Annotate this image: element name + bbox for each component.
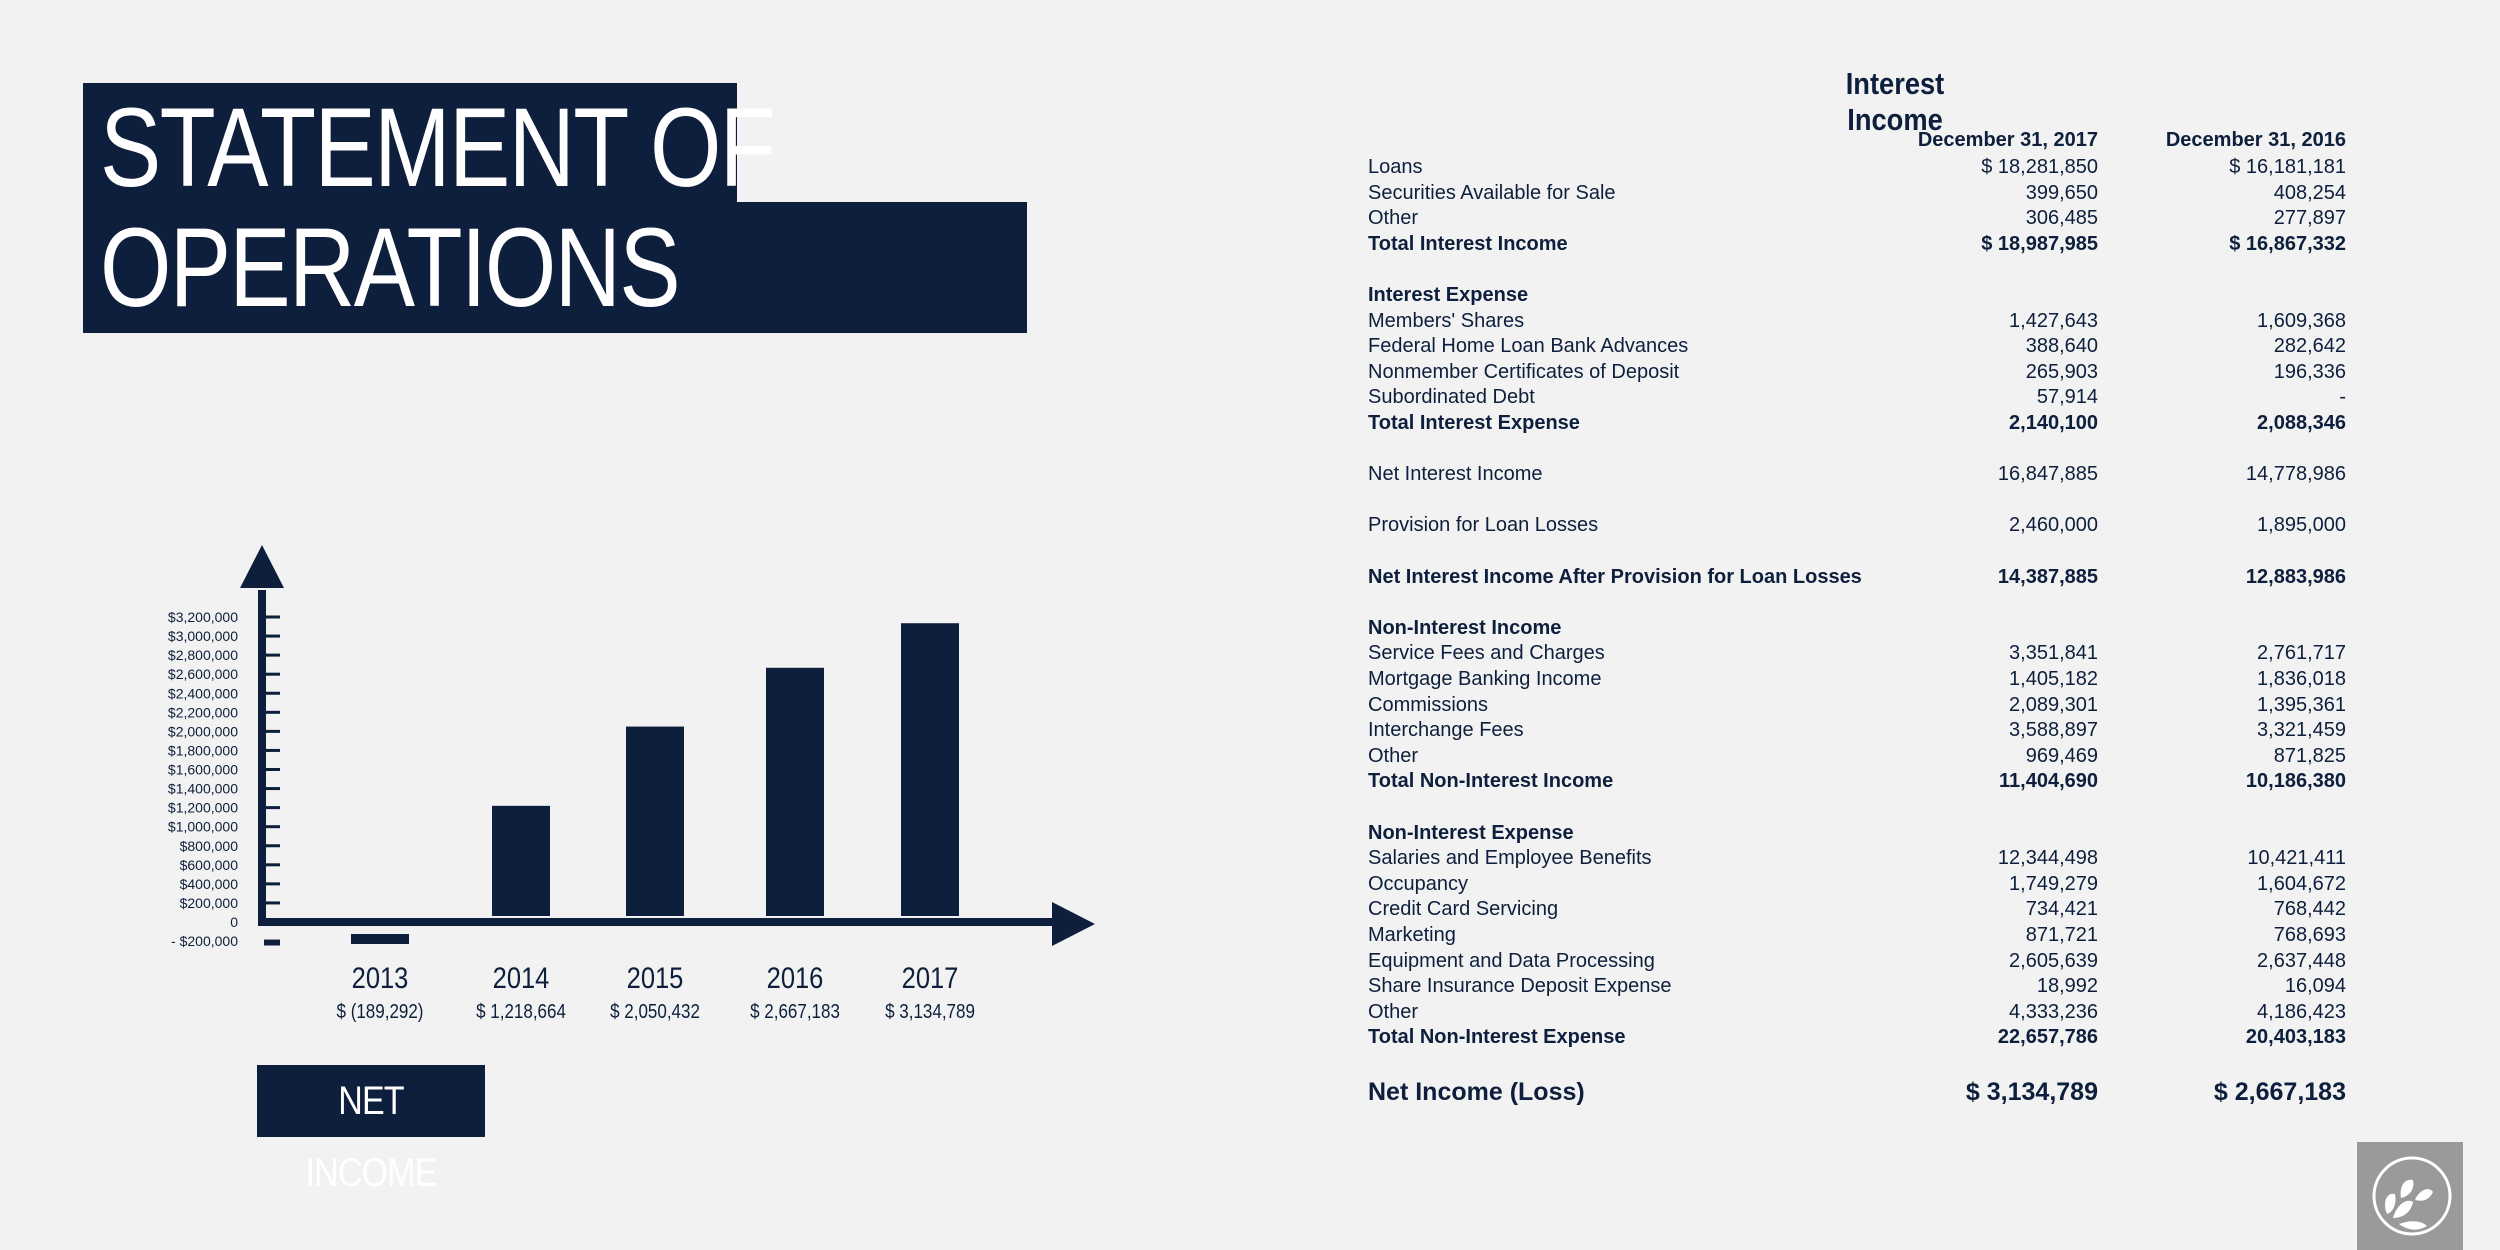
page-title-line-1: STATEMENT OF — [100, 85, 775, 210]
y-tick-label: $3,000,000 — [167, 628, 238, 645]
row-value-2017: 3,588,897 — [2009, 719, 2098, 742]
row-label: Share Insurance Deposit Expense — [1368, 975, 1672, 998]
row-value-2016: 408,254 — [2273, 181, 2346, 204]
y-tick-label: $1,800,000 — [167, 742, 238, 759]
statement-row — [1368, 384, 2368, 410]
row-value-2017: 1,427,643 — [2009, 309, 2098, 332]
statement-row — [1368, 1076, 2368, 1108]
logo — [2357, 1142, 2463, 1250]
row-label: Federal Home Loan Bank Advances — [1368, 335, 1689, 358]
statement-row — [1368, 154, 2368, 180]
row-value-2016: 4,186,423 — [2257, 1000, 2346, 1023]
chart-caption — [257, 1065, 485, 1195]
bar-2017 — [901, 623, 959, 916]
row-label: Other — [1368, 744, 1419, 767]
row-label: Net Interest Income After Provision for Loan Losses — [1368, 565, 1862, 588]
row-label: Total Non-Interest Income — [1368, 770, 1614, 793]
bar-2015 — [626, 727, 684, 916]
row-label: Subordinated Debt — [1368, 386, 1535, 409]
row-value-2017: 4,333,236 — [2009, 1000, 2098, 1023]
statement-row — [1368, 282, 2368, 308]
x-tick-label: 2013 — [351, 962, 409, 995]
row-value-2017: 1,749,279 — [2009, 872, 2098, 895]
row-label: Other — [1368, 207, 1419, 230]
row-value-2016: 768,442 — [2273, 898, 2346, 921]
statement-row — [1368, 692, 2368, 718]
row-label: Commissions — [1368, 693, 1489, 716]
y-tick-label: $400,000 — [179, 875, 238, 892]
x-tick-label: 2014 — [492, 962, 550, 995]
row-value-2016: 2,761,717 — [2257, 642, 2346, 665]
page-title-line-2: OPERATIONS — [100, 205, 679, 330]
row-label: Service Fees and Charges — [1368, 642, 1605, 665]
row-label: Nonmember Certificates of Deposit — [1368, 360, 1680, 383]
row-label: Members' Shares — [1368, 309, 1525, 332]
data-label: $ 2,667,183 — [750, 1001, 840, 1023]
statement-row — [1368, 231, 2368, 257]
row-value-2017: 388,640 — [2025, 335, 2098, 358]
row-label: Total Interest Expense — [1368, 412, 1580, 434]
row-value-2016: 282,642 — [2273, 335, 2346, 358]
row-value-2016: 16,094 — [2284, 975, 2346, 998]
row-value-2016: $ 16,867,332 — [2229, 232, 2346, 255]
y-tick-label: $2,000,000 — [167, 723, 238, 740]
row-value-2016: 1,895,000 — [2257, 514, 2346, 537]
y-axis-arrow-icon — [240, 545, 284, 588]
row-label: Credit Card Servicing — [1368, 898, 1559, 921]
row-value-2016: 1,604,672 — [2257, 872, 2346, 895]
y-tick-label: $1,600,000 — [167, 761, 238, 778]
statement-row — [1368, 871, 2368, 897]
row-value-2017: 2,460,000 — [2009, 514, 2098, 537]
statement-row — [1368, 743, 2368, 769]
statement-row — [1368, 717, 2368, 743]
row-label: Occupancy — [1368, 872, 1469, 895]
row-label: Non-Interest Income — [1368, 616, 1562, 639]
row-value-2016: $ 16,181,181 — [2229, 156, 2346, 178]
row-value-2017: $ 18,987,985 — [1981, 232, 2098, 255]
y-tick-label: $1,200,000 — [167, 799, 238, 816]
statement-row — [1368, 461, 2368, 487]
row-label: Equipment and Data Processing — [1368, 949, 1655, 972]
row-value-2016: 871,825 — [2273, 744, 2346, 767]
row-value-2016: 10,186,380 — [2245, 770, 2346, 793]
row-value-2017: 265,903 — [2025, 360, 2098, 383]
row-label: Interchange Fees — [1368, 719, 1524, 742]
row-label: Marketing — [1368, 924, 1456, 946]
row-value-2016: 14,778,986 — [2245, 463, 2346, 486]
bar-2014 — [492, 806, 550, 916]
row-label: Salaries and Employee Benefits — [1368, 847, 1652, 870]
bar-2013 — [351, 934, 409, 944]
row-value-2016: 2,637,448 — [2257, 949, 2346, 972]
statement-row — [1368, 820, 2368, 846]
row-value-2017: $ 18,281,850 — [1981, 156, 2098, 178]
y-tick-label: $2,600,000 — [167, 666, 238, 683]
y-tick-label: $2,400,000 — [167, 685, 238, 702]
statement-row — [1368, 333, 2368, 359]
y-tick-label: $2,200,000 — [167, 704, 238, 721]
y-tick-label: $2,800,000 — [167, 647, 238, 664]
statement-row — [1368, 180, 2368, 206]
data-label: $ 2,050,432 — [610, 1001, 700, 1023]
row-label: Securities Available for Sale — [1368, 181, 1616, 204]
row-label: Mortgage Banking Income — [1368, 668, 1602, 690]
column-header-2016: December 31, 2016 — [2165, 129, 2346, 151]
statement-row — [1368, 922, 2368, 948]
column-header-2017: December 31, 2017 — [1917, 129, 2098, 151]
y-tick-label: 0 — [230, 914, 238, 930]
flower-logo-icon — [2357, 1142, 2463, 1250]
statement-row — [1368, 1024, 2368, 1050]
statement-row — [1368, 410, 2368, 436]
statement-row — [1368, 666, 2368, 692]
row-value-2016: $ 2,667,183 — [2213, 1077, 2346, 1106]
row-value-2017: 3,351,841 — [2009, 642, 2098, 665]
statement-row — [1368, 640, 2368, 666]
row-value-2017: 306,485 — [2025, 207, 2098, 230]
row-value-2017: 734,421 — [2025, 898, 2098, 921]
row-value-2017: 12,344,498 — [1997, 847, 2098, 870]
row-value-2016: 12,883,986 — [2245, 565, 2346, 588]
y-tick-label: $800,000 — [179, 837, 238, 854]
y-tick-label: $200,000 — [179, 894, 238, 911]
net-income-chart — [0, 0, 1150, 1040]
statement-row — [1368, 205, 2368, 231]
row-value-2016: 3,321,459 — [2257, 719, 2346, 742]
statement-row — [1368, 845, 2368, 871]
y-tick-label: - $200,000 — [171, 933, 238, 950]
statement-row — [1368, 308, 2368, 334]
statement-row — [1368, 999, 2368, 1025]
row-value-2017: 399,650 — [2025, 181, 2098, 204]
row-label: Non-Interest Expense — [1368, 821, 1574, 844]
row-value-2016: 2,088,346 — [2257, 412, 2346, 434]
y-tick-label: $600,000 — [179, 856, 238, 873]
row-value-2016: 1,395,361 — [2257, 693, 2346, 716]
chart-caption-text: NET INCOME — [305, 1079, 437, 1195]
row-value-2016: - — [2339, 386, 2346, 409]
row-label: Loans — [1368, 156, 1423, 178]
row-label: Interest Expense — [1368, 284, 1529, 306]
row-value-2016: 1,836,018 — [2257, 668, 2346, 690]
row-value-2017: 871,721 — [2025, 924, 2098, 946]
row-value-2017: 2,140,100 — [2009, 412, 2098, 434]
y-tick-label: $1,000,000 — [167, 818, 238, 835]
row-value-2017: 18,992 — [2036, 975, 2098, 998]
y-tick-label: $3,200,000 — [167, 609, 238, 625]
row-value-2016: 1,609,368 — [2257, 309, 2346, 332]
statement-row — [1368, 615, 2368, 641]
row-value-2016: 10,421,411 — [2247, 847, 2346, 870]
row-label: Other — [1368, 1000, 1419, 1023]
statement-row — [1368, 768, 2368, 794]
statement-row — [1368, 973, 2368, 999]
chart-bars — [351, 623, 959, 944]
row-label: Net Interest Income — [1368, 463, 1543, 486]
statement-row — [1368, 512, 2368, 538]
row-value-2017: 969,469 — [2025, 744, 2098, 767]
row-value-2016: 20,403,183 — [2245, 1026, 2346, 1049]
statement-row — [1368, 359, 2368, 385]
row-label: Total Non-Interest Expense — [1368, 1026, 1626, 1049]
row-label: Provision for Loan Losses — [1368, 514, 1599, 537]
data-label: $ (189,292) — [336, 1001, 424, 1023]
data-label: $ 1,218,664 — [476, 1001, 566, 1023]
statement-title: Interest Income — [1845, 66, 1945, 137]
x-tick-label: 2015 — [626, 962, 684, 995]
row-value-2016: 768,693 — [2273, 924, 2346, 946]
row-label: Net Income (Loss) — [1368, 1077, 1585, 1106]
row-value-2017: 11,404,690 — [1999, 770, 2098, 793]
statement-row — [1368, 564, 2368, 590]
row-value-2017: 16,847,885 — [1997, 463, 2098, 486]
bar-2016 — [766, 668, 824, 916]
row-value-2017: 1,405,182 — [2009, 668, 2098, 690]
statement-row — [1368, 948, 2368, 974]
row-value-2016: 277,897 — [2273, 207, 2346, 230]
row-value-2016: 196,336 — [2273, 360, 2346, 383]
y-tick-label: $1,400,000 — [167, 780, 238, 797]
x-tick-label: 2017 — [901, 962, 959, 995]
row-label: Total Interest Income — [1368, 232, 1568, 255]
row-value-2017: 57,914 — [2036, 386, 2098, 409]
x-tick-label: 2016 — [766, 962, 824, 995]
x-axis-arrow-icon — [1052, 902, 1095, 946]
row-value-2017: 2,089,301 — [2009, 693, 2098, 716]
row-value-2017: $ 3,134,789 — [1965, 1077, 2098, 1106]
data-label: $ 3,134,789 — [885, 1001, 975, 1023]
row-value-2017: 22,657,786 — [1997, 1026, 2098, 1049]
row-value-2017: 14,387,885 — [1997, 565, 2098, 588]
row-value-2017: 2,605,639 — [2009, 949, 2098, 972]
statement-row — [1368, 896, 2368, 922]
